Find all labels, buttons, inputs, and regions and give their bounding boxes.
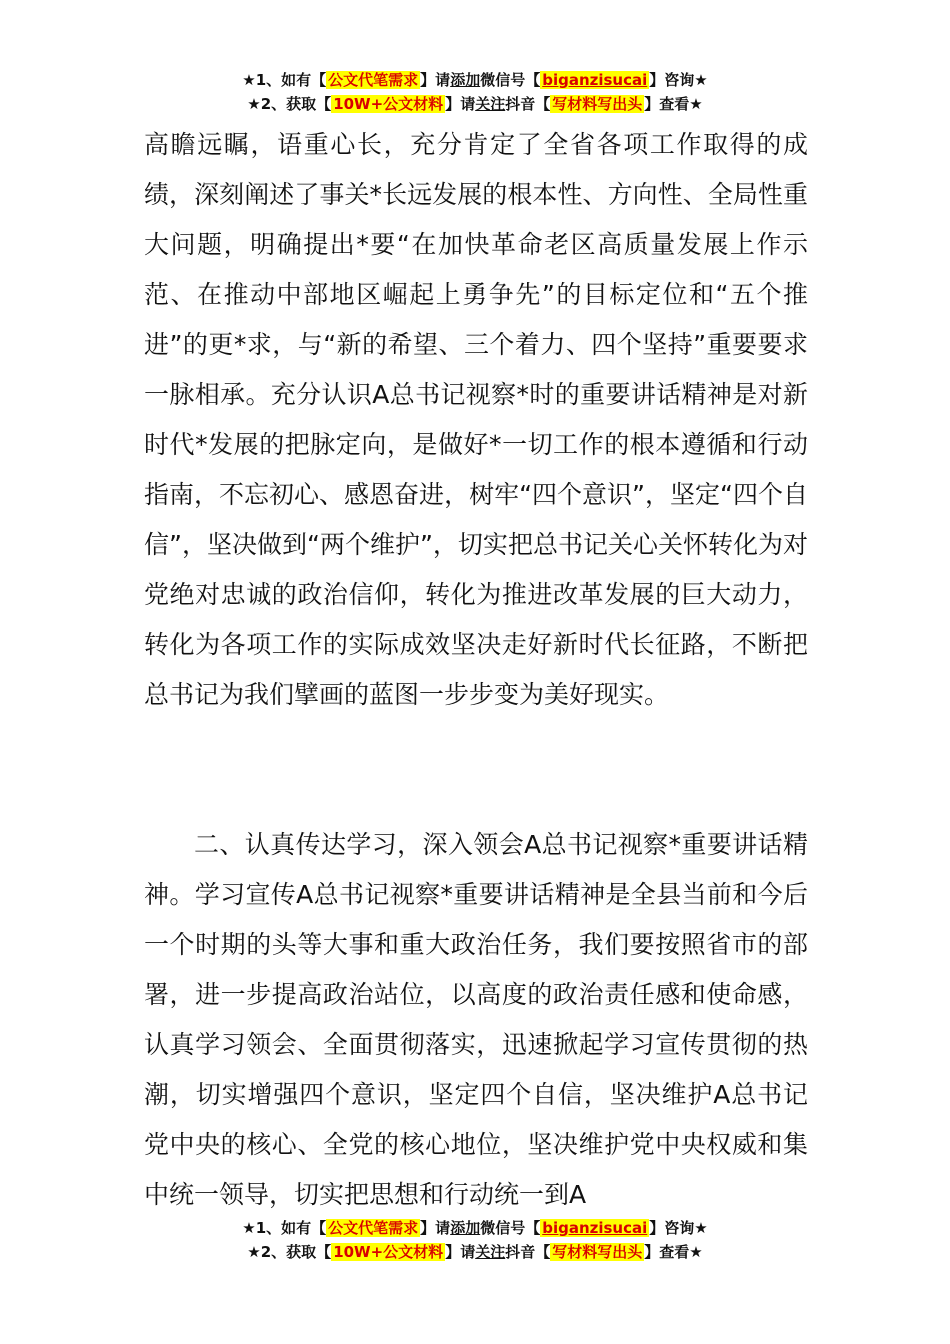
paragraph-gap bbox=[144, 720, 808, 820]
promo-line-2: ★2、获取【 10W+公文材料 】请关注抖音【 写材料写出头 】查看★ bbox=[247, 1243, 703, 1261]
highlight-service: 公文代笔需求 bbox=[328, 71, 419, 89]
highlight-wechat-id: biganzisucai bbox=[542, 71, 648, 89]
highlight-wechat-id: biganzisucai bbox=[542, 1219, 648, 1237]
document-body bbox=[144, 120, 808, 1220]
highlight-materials: 10W+公文材料 bbox=[333, 95, 444, 113]
promo-line-1: ★1、如有【 公文代笔需求 】请添加微信号【 biganzisucai 】咨询★ bbox=[242, 71, 708, 89]
highlight-douyin-account: 写材料写出头 bbox=[552, 1243, 643, 1261]
highlight-service: 公文代笔需求 bbox=[328, 1219, 419, 1237]
top-promo-banner bbox=[0, 68, 950, 116]
body-paragraph-2: 二、认真传达学习，深入领会A总书记视察*重要讲话精神。学习宣传A总书记视察*重要讲话精神是全县当前和今后一个时期的头等大事和重大政治任务，我们要按照省市的部署，进一步提高政治站位，以高度的政治责任感和使命感，认真学习领会、全面贯彻落实，迅速掀起学习宣传贯彻的热潮，切实增强四个意识，坚定四个自信，坚决维护A总书记党中央的核心、全党的核心地位，坚决维护党中央权威和集中统一领导，切实把思想和行动统一到A bbox=[144, 830, 808, 1209]
bottom-promo-banner bbox=[0, 1216, 950, 1264]
highlight-materials: 10W+公文材料 bbox=[333, 1243, 444, 1261]
promo-line-1: ★1、如有【 公文代笔需求 】请添加微信号【 biganzisucai 】咨询★ bbox=[242, 1219, 708, 1237]
body-paragraph-1: 高瞻远瞩，语重心长，充分肯定了全省各项工作取得的成绩，深刻阐述了事关*长远发展的根本性、方向性、全局性重大问题，明确提出*要“在加快革命老区高质量发展上作示范、在推动中部地区崛起上勇争先”的目标定位和“五个推进”的更*求，与“新的希望、三个着力、四个坚持”重要要求一脉相承。充分认识A总书记视察*时的重要讲话精神是对新时代*发展的把脉定向，是做好*一切工作的根本遵循和行动指南，不忘初心、感恩奋进，树牢“四个意识”，坚定“四个自信”，坚决做到“两个维护”，切实把总书记关心关怀转化为对党绝对忠诚的政治信仰，转化为推进改革发展的巨大动力，转化为各项工作的实际成效坚决走好新时代长征路，不断把总书记为我们擘画的蓝图一步步变为美好现实。 bbox=[144, 130, 808, 709]
promo-line-2: ★2、获取【 10W+公文材料 】请关注抖音【 写材料写出头 】查看★ bbox=[247, 95, 703, 113]
highlight-douyin-account: 写材料写出头 bbox=[552, 95, 643, 113]
